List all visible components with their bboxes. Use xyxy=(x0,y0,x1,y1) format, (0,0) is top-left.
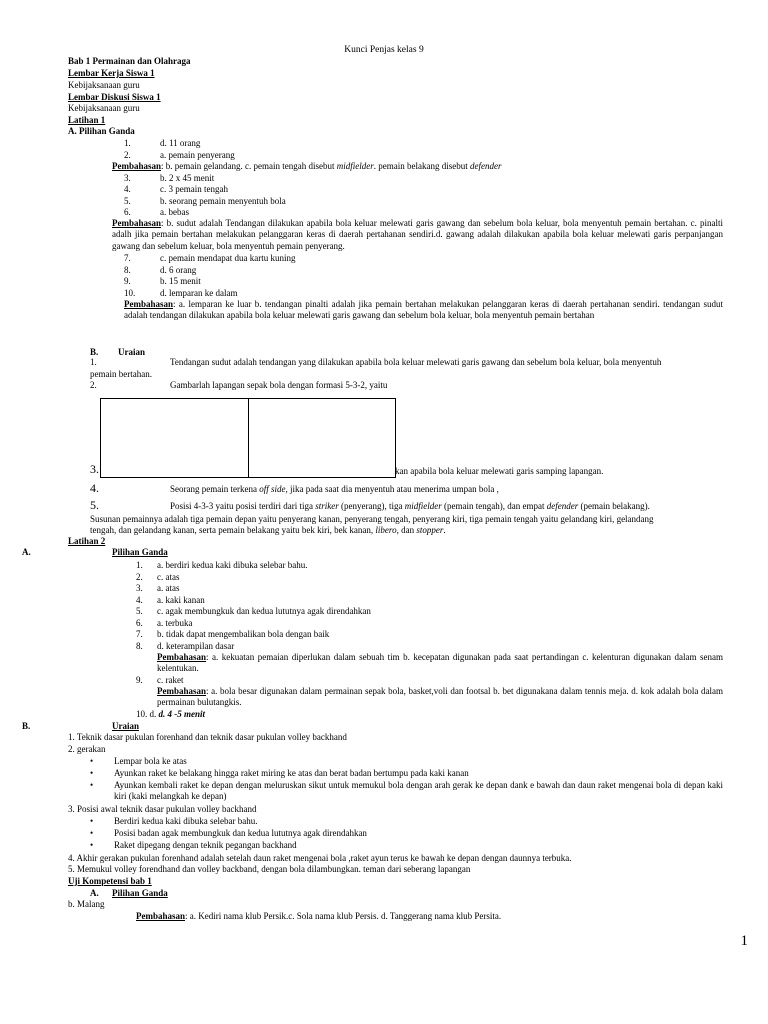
lks-text: Kebijaksanaan guru xyxy=(68,80,140,90)
explanation: Pembahasan: a. lemparan ke luar b. tendangan pinalti adalah jika pemain bertahan melakukan pelanggaran keras di daerah pertahanan sendiri. tendangan sudut adalah tendangan dilakukan apabila bola keluar melewati garis gawang dan sebelum bola keluar, bola menyentuh pemain bertahan xyxy=(124,299,723,321)
list-item: b. Malang xyxy=(68,899,105,909)
list-item-text: kan apabila bola keluar melewati garis samping lapangan. xyxy=(395,466,604,476)
lks-heading: Lembar Kerja Siswa 1 xyxy=(68,68,155,78)
list-item: 8. d. keterampilan dasar xyxy=(136,641,235,651)
list-item: 7. b. tidak dapat mengembalikan bola dengan baik xyxy=(136,629,330,639)
lds-text: Kebijaksanaan guru xyxy=(68,103,140,113)
list-item: 4. a. kaki kanan xyxy=(136,595,205,605)
list-item: 2. c. atas xyxy=(136,572,180,582)
list-item: 4. c. 3 pemain tengah xyxy=(124,184,228,194)
list-item: 9. b. 15 menit xyxy=(124,276,201,286)
list-item: 10. d. lemparan ke dalam xyxy=(124,288,238,298)
bullet-item: • Lempar bola ke atas xyxy=(90,756,187,766)
list-item: 10. d. d. 4 -5 menit xyxy=(136,709,205,719)
latihan1-heading: Latihan 1 xyxy=(68,115,106,125)
lds-heading: Lembar Diskusi Siswa 1 xyxy=(68,92,161,102)
list-item: 1. Tendangan sudut adalah tendangan yang dilakukan apabila bola keluar melewati garis gawang dan sebelum bola keluar, bola menyentuh xyxy=(90,357,662,367)
bullet-item-text: Ayunkan kembali raket ke depan dengan meluruskan sikut untuk memukul bola dengan arah gerak ke depan dank e bawah dan daun raket mengenai bola di depan kaki kiri (kaki melangkah ke depan) xyxy=(114,780,723,802)
list-item: 5. Memukul volley forendhand dan volley backband, dengan bola dilambungkan. teman dari seberang lapangan xyxy=(68,864,471,874)
list-item: 3. Posisi awal teknik dasar pukulan volley backhand xyxy=(68,804,257,814)
list-item: 3. b. 2 x 45 menit xyxy=(124,173,215,183)
list-item: 5. c. agak membungkuk dan kedua lututnya agak direndahkan xyxy=(136,606,371,616)
list-item: 1. a. berdiri kedua kaki dibuka selebar bahu. xyxy=(136,560,308,570)
list-item: 2. a. pemain penyerang xyxy=(124,150,235,160)
list-item: 2. gerakan xyxy=(68,744,106,754)
explanation: Pembahasan: b. sudut adalah Tendangan dilakukan apabila bola keluar melewati garis gawang dan sebelum bola keluar, bola menyentuh pemain bertahan. c. pinalti adalh jika pemain bertahan melakukan pelanggaran keras di daerah pertahanan sendiri.d. gawang adalah dilakukan apabila bola keluar melewati garis perpanjangan gawang dan sebelum keluar, bola menyentuh pemain penyerang. xyxy=(112,218,723,251)
list-item: 4. Akhir gerakan pukulan forenhand adalah setelah daun raket mengenai bola ,raket ayun terus ke bawah ke depan dengan daunnya terbuka. xyxy=(68,853,572,863)
explanation: Pembahasan: b. pemain gelandang. c. pemain tengah disebut midfielder. pemain belakang disebut defender xyxy=(112,161,502,171)
uraian1-heading: B. Uraian xyxy=(90,347,145,357)
list-item: 3. a. atas xyxy=(136,583,180,593)
list-item-cont: pemain bertahan. xyxy=(90,369,152,379)
uraian2-letter: B. xyxy=(22,721,31,731)
uji-heading: Uji Kompetensi bab 1 xyxy=(68,876,152,886)
paragraph-line: tengah, dan gelandang kanan, serta pemain belakang yaitu bek kiri, bek kanan, libero, dan stopper. xyxy=(90,525,446,535)
chapter-heading: Bab 1 Permainan dan Olahraga xyxy=(68,56,191,66)
uraian2-heading: Uraian xyxy=(112,721,139,731)
page-number: 1 xyxy=(740,933,748,949)
pg-heading: A. Pilihan Ganda xyxy=(68,126,135,136)
bullet-item: • Ayunkan raket ke belakang hingga raket miring ke atas dan berat badan bertumpu pada kaki kanan xyxy=(90,768,469,778)
list-item: 3. xyxy=(90,462,99,476)
list-item: 9. c. raket xyxy=(136,675,184,685)
bullet-item: • Berdiri kedua kaki dibuka selebar bahu. xyxy=(90,816,258,826)
page-title: Kunci Penjas kelas 9 xyxy=(344,45,424,55)
list-item: 7. c. pemain mendapat dua kartu kuning xyxy=(124,253,296,263)
latihan2-heading: Latihan 2 xyxy=(68,536,106,546)
list-item: 1. Teknik dasar pukulan forenhand dan teknik dasar pukulan volley backhand xyxy=(68,732,347,742)
explanation: Pembahasan: a. bola besar digunakan dalam permainan sepak bola, basket,voli dan footsal b. bet digunakana dalam tennis meja. d. kok adalah bola dalam permainan bulutangkis. xyxy=(157,686,723,708)
uji-pg-heading: A. Pilihan Ganda xyxy=(90,888,168,898)
list-item: 1. d. 11 orang xyxy=(124,138,201,148)
bullet-item: • Posisi badan agak membungkuk dan kedua lututnya agak direndahkan xyxy=(90,828,367,838)
list-item: 6. a. bebas xyxy=(124,207,189,217)
list-item: 6. a. terbuka xyxy=(136,618,193,628)
l2-pg-letter: A. xyxy=(22,547,31,557)
field-divider xyxy=(248,399,249,477)
bullet-item: • Raket dipegang dengan teknik pegangan backhand xyxy=(90,840,297,850)
list-item: 4. Seorang pemain terkena off side, jika pada saat dia menyentuh atau menerima umpan bola , xyxy=(90,481,499,495)
list-item: 8. d. 6 orang xyxy=(124,265,197,275)
l2-pg-heading: Pilihan Ganda xyxy=(112,547,168,557)
list-item: 2. Gambarlah lapangan sepak bola dengan formasi 5-3-2, yaitu xyxy=(90,380,388,390)
list-item: 5. Posisi 4-3-3 yaitu posisi terdiri dari tiga striker (penyerang), tiga midfielder (pemain tengah), dan empat defender (pemain belakang). xyxy=(90,498,650,512)
paragraph-line: Susunan pemainnya adalah tiga pemain depan yaitu penyerang kanan, penyerang tengah, penyerang kiri, tiga pemain tengah yaitu gelandang kiri, gelandang xyxy=(90,514,654,524)
explanation: Pembahasan: a. Kediri nama klub Persik.c. Sola nama klub Persis. d. Tanggerang nama klub Persita. xyxy=(136,911,502,921)
bullet-item: • xyxy=(90,780,94,790)
football-field-figure xyxy=(100,398,396,478)
list-item: 5. b. seorang pemain menyentuh bola xyxy=(124,196,286,206)
explanation: Pembahasan: a. kekuatan pemaian diperlukan dalam sebuah tim b. kecepatan digunakan pada saat pertandingan c. kelenturan digunakan dalam senam kelentukan. xyxy=(157,652,723,674)
